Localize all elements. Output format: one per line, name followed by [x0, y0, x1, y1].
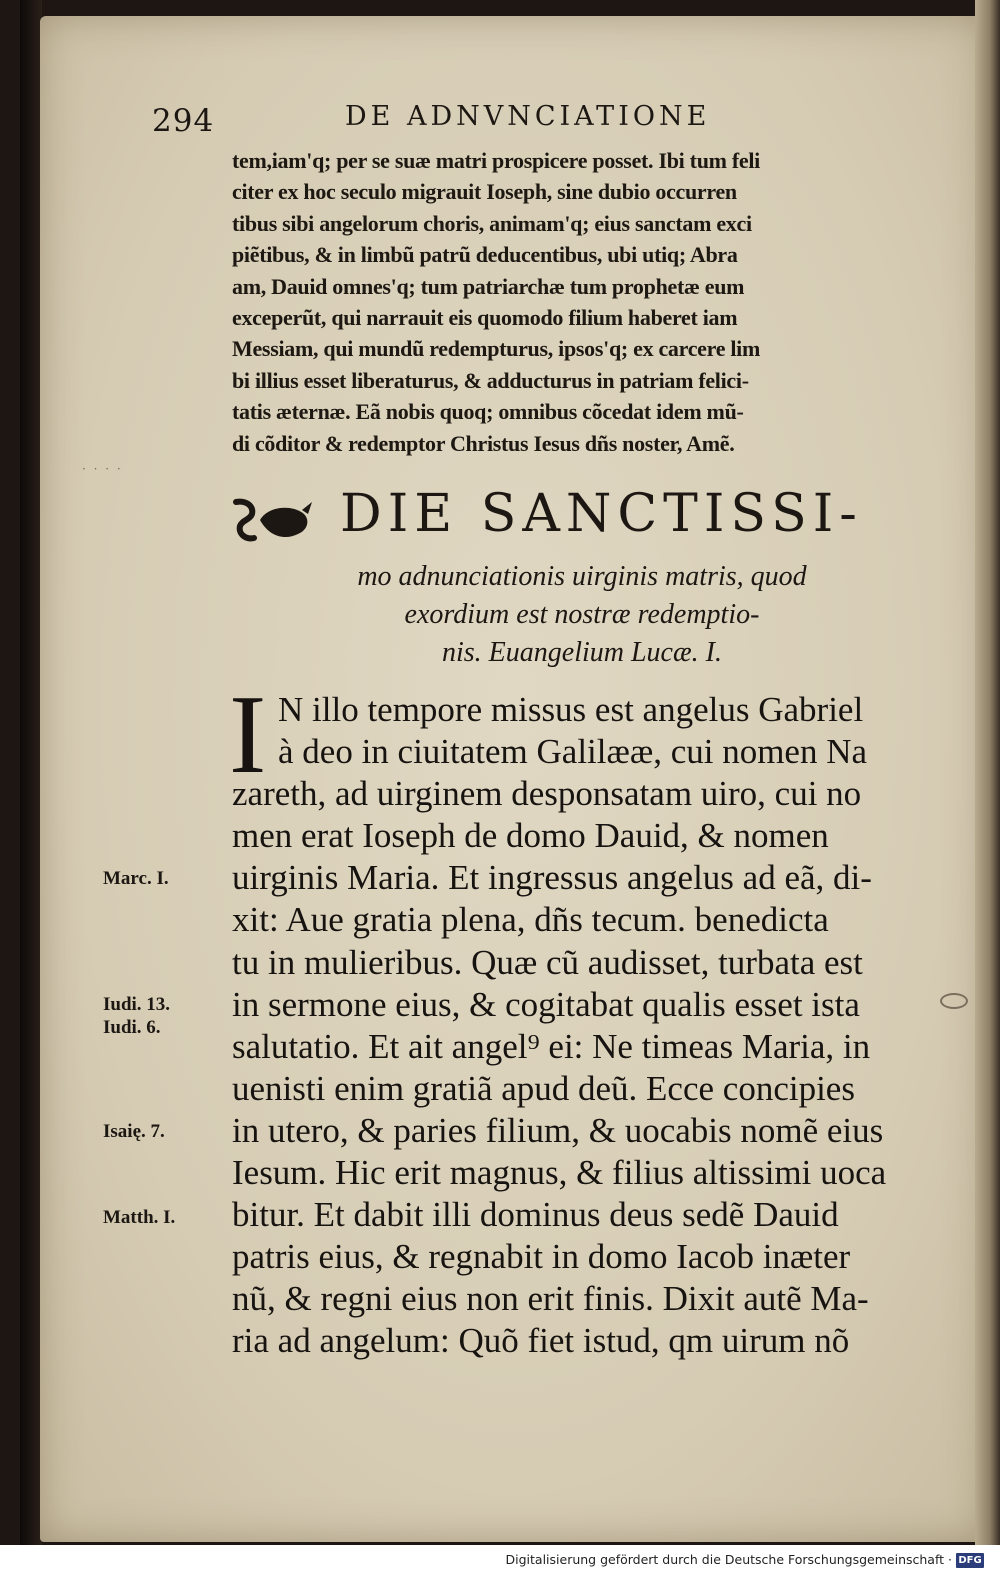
gospel-line: bitur. Et dabit illi dominus deus sedẽ Dauid [232, 1195, 839, 1235]
body-line: citer ex hoc seculo migrauit Ioseph, sine dubio occurren [232, 179, 737, 205]
funding-notice: Digitalisierung gefördert durch die Deutsche Forschungsgemeinschaft · [505, 1552, 952, 1567]
body-text [232, 145, 932, 459]
gospel-line: in sermone eius, & cogitabat qualis esset ista [232, 984, 860, 1024]
gospel-line: men erat Ioseph de domo Dauid, & nomen [232, 816, 829, 856]
gospel-line: in utero, & paries filium, & uocabis nomẽ eius [232, 1110, 884, 1150]
body-line: am, Dauid omnes'q; tum patriarchæ tum prophetæ eum [232, 273, 745, 299]
subtitle-line: exordium est nostræ redemptio- [404, 599, 760, 630]
page-edge [975, 0, 1000, 1545]
drop-cap: I [229, 673, 267, 797]
body-line: di cõditor & redemptor Christus Iesus dñs noster, Amẽ. [232, 430, 735, 456]
section-title: DIE SANCTISSI- [340, 484, 863, 544]
margin-note-isaie: Isaię. 7. [103, 1121, 165, 1142]
page-number: 294 [152, 103, 215, 139]
body-line: tatis æternæ. Eã nobis quoq; omnibus cõcedat idem mũ- [232, 399, 744, 425]
subtitle-line: nis. Euangelium Lucæ. I. [442, 637, 722, 668]
gospel-line: ria ad angelum: Quõ fiet istud, qm uirum nõ [232, 1321, 850, 1361]
gospel-line: zareth, ad uirginem desponsatam uiro, cui no [232, 774, 862, 814]
subtitle-line: mo adnunciationis uirginis matris, quod [357, 561, 807, 592]
body-line: piẽtibus, & in limbũ patrũ deducentibus, ubi utiq; Abra [232, 242, 738, 268]
running-head: DE ADNVNCIATIONE [345, 101, 711, 132]
gospel-line: patris eius, & regnabit in domo Iacob inæter [232, 1237, 851, 1277]
dfg-logo: DFG [956, 1553, 984, 1568]
margin-note-iudi-13: Iudi. 13. [103, 994, 171, 1015]
body-line: tem,iam'q; per se suæ matri prospicere posset. Ibi tum feli [232, 148, 760, 173]
margin-note-iudi-6: Iudi. 6. [103, 1017, 161, 1038]
stray-marks: · · · · [82, 462, 123, 476]
margin-note-matth: Matth. I. [103, 1207, 176, 1228]
gospel-line: tu in mulieribus. Quæ cũ audisset, turbata est [232, 942, 863, 982]
gospel-line: salutatio. Et ait angel⁹ ei: Ne timeas Maria, in [232, 1026, 871, 1066]
margin-note-marc: Marc. I. [103, 868, 169, 889]
gospel-text [232, 689, 932, 1363]
body-line: bi illius esset liberaturus, & adducturus in patriam felici- [232, 367, 749, 393]
body-line: exceperũt, qui narrauit eis quomodo filium haberet iam [232, 305, 738, 331]
page-edge-mark [940, 993, 968, 1009]
gospel-line: nũ, & regni eius non erit finis. Dixit autẽ Ma- [232, 1279, 869, 1319]
gospel-line: N illo tempore missus est angelus Gabriel [278, 690, 864, 729]
gospel-line: uenisti enim gratiã apud deũ. Ecce concipies [232, 1068, 855, 1108]
gospel-line: xit: Aue gratia plena, dñs tecum. benedicta [232, 900, 829, 940]
book-gutter [20, 0, 42, 1550]
gospel-line: à deo in ciuitatem Galilææ, cui nomen Na [278, 732, 868, 772]
section-subtitle [232, 558, 932, 672]
body-line: Messiam, qui mundũ redempturus, ipsos'q; ex carcere lim [232, 336, 761, 362]
fleuron-ornament-icon [232, 496, 314, 546]
body-line: tibus sibi angelorum choris, animam'q; eius sanctam exci [232, 210, 752, 236]
gospel-line: uirginis Maria. Et ingressus angelus ad eã, di- [232, 858, 872, 898]
gospel-line: Iesum. Hic erit magnus, & filius altissimi uoca [232, 1153, 887, 1193]
